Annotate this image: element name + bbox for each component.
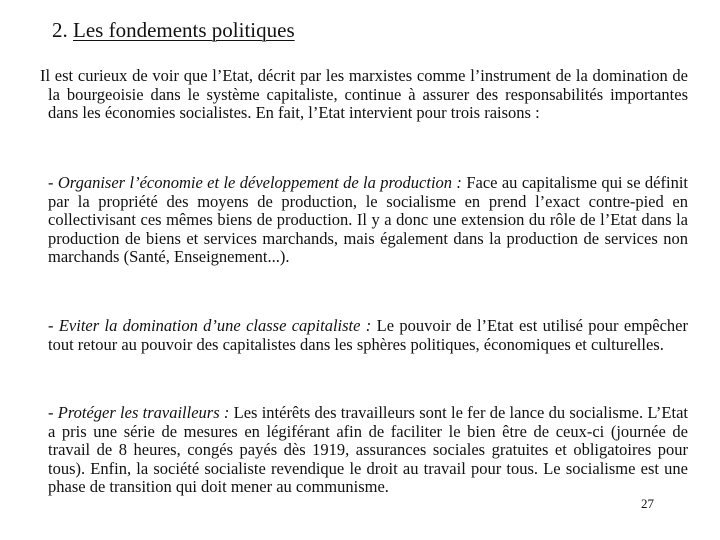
reason-paragraph-proteger bbox=[48, 404, 688, 497]
intro-paragraph: Il est curieux de voir que l’Etat, décrit par les marxistes comme l’instrument de la domination de la bourgeoisie dans le système capitaliste, continue à assurer des responsabilités importantes dans les économies socialistes. En fait, l’Etat intervient pour trois raisons : bbox=[40, 66, 688, 123]
section-number: 2. bbox=[52, 18, 68, 42]
reason-paragraph-eviter bbox=[48, 317, 688, 354]
section-title bbox=[52, 16, 295, 44]
page-number: 27 bbox=[641, 496, 654, 511]
reason-body: Le pouvoir de l’Etat est utilisé pour empêcher tout retour au pouvoir des capitalistes dans les sphères politiques, économiques et culturelles. bbox=[48, 316, 689, 354]
reason-lead: - Eviter la domination d’une classe capitaliste : bbox=[48, 316, 372, 335]
reason-body: Les intérêts des travailleurs sont le fer de lance du socialisme. L’Etat a pris une série de mesures en légiférant afin de faciliter le bien être de ceux-ci (journée de travail de 8 heures, congés payés dès 1919, assurances sociales gratuites et obligatoires pour tous). Enfin, la société socialiste revendique le droit au travail pour tous. Le socialisme est une phase de transition qui doit mener au communisme. bbox=[48, 403, 688, 497]
reason-paragraph-organiser bbox=[48, 174, 688, 267]
reason-lead: - Organiser l’économie et le développement de la production : bbox=[48, 173, 462, 192]
reason-body: Face au capitalisme qui se définit par la propriété des moyens de production, le socialisme en prend l’exact contre-pied en collectivisant ces mêmes biens de production. Il y a donc une extension du rôle de l’Etat dans la production de biens et services marchands, mais également dans la production de services non marchands (Santé, Enseignement...). bbox=[48, 173, 688, 267]
reason-lead: - Protéger les travailleurs : bbox=[48, 403, 230, 422]
section-heading: Les fondements politiques bbox=[73, 18, 295, 42]
